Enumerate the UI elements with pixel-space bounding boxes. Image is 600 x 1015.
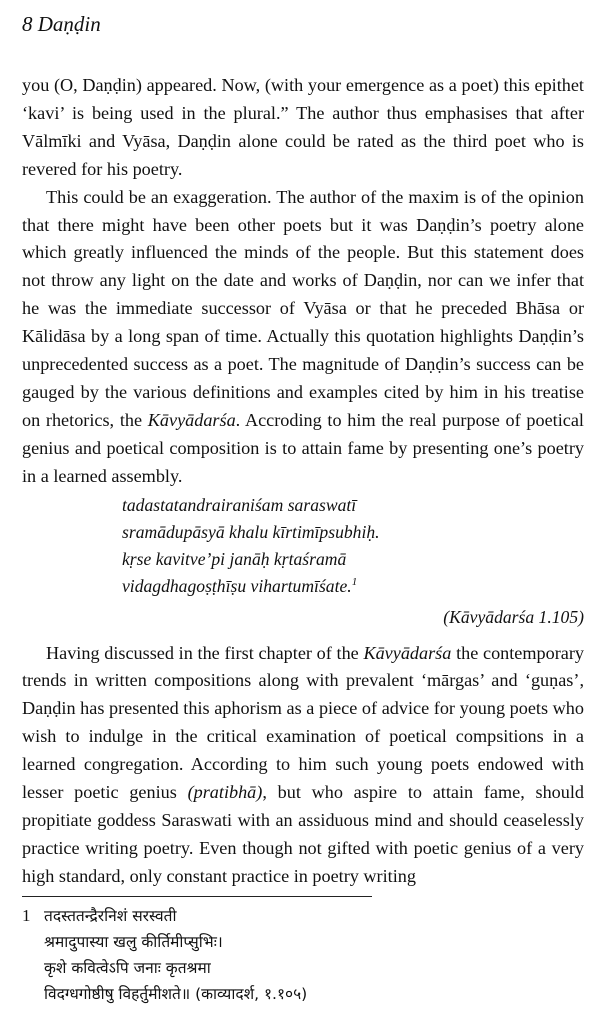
verse-quotation xyxy=(122,492,584,600)
footnote-line: श्रमादुपास्या खलु कीर्तिमीप्सुभिः। xyxy=(44,933,223,951)
verse-source: (Kāvyādarśa 1.105) xyxy=(443,606,584,627)
footnote-number: 1 xyxy=(22,906,31,925)
footnote-sanskrit-verse xyxy=(44,903,582,1007)
footnote-divider xyxy=(22,896,372,897)
paragraph-3 xyxy=(22,640,584,891)
term-pratibha: (pratibhā) xyxy=(187,782,263,803)
verse-line: kṛse kavitve’pi janāḥ kṛtaśramā xyxy=(122,548,347,569)
verse-line: tadastatandrairaniśam saraswatī xyxy=(122,494,357,515)
verse-line-text: vidagdhagoṣṭhīṣu vihartumīśate. xyxy=(122,575,352,596)
running-head: 8 Daṇḍin xyxy=(22,12,101,36)
footnote xyxy=(22,903,582,1007)
verse-line: sramādupāsyā khalu kīrtimīpsubhiḥ. xyxy=(122,521,380,542)
paragraph-3-text-mid: the contemporary trends in written compositions along with prevalent ‘mārgas’ and ‘guṇas’, Daṇḍin has presented this aphorism as a piece of advice for young poets who wish to indulge in the critical examination of poetical compsitions in a learned congregation. According to him such young poets endowed with lesser poetic genius xyxy=(22,642,584,803)
paragraph-2-text: This could be an exaggeration. The author of the maxim is of the opinion that there might have been other poets but it was Daṇḍin’s poetry alone which greatly influenced the minds of the people. But this statement does not throw any light on the date and works of Daṇḍin, nor can we infer that he was the immediate successor of Vyāsa or that he preceded Bhāsa or Kālidāsa by a long span of time. Actually this quotation highlights Daṇḍin’s unprecedented success as a poet. The magnitude of Daṇḍin’s success can be gauged by the various definitions and examples cited by him in his treatise on rhetorics, the xyxy=(22,186,584,430)
footnote-reference: 1 xyxy=(351,575,358,588)
footnote-line: कृशे कवित्वेऽपि जनाः कृतश्रमा xyxy=(44,959,211,977)
paragraph-2-text-end: . Accroding to him the real purpose of poetical genius and poetical composition is to attain fame by presenting one’s poetry in a learned assembly. xyxy=(22,409,584,486)
body-text xyxy=(22,72,584,891)
paragraph-3-text-end: , but who aspire to attain fame, should propitiate goddess Saraswati with an assiduous mind and should ceaselessly practice writing poetry. Even though not gifted with poetic genius of a very high standard, only constant practice in poetry writing xyxy=(22,782,584,886)
footnote-line: विदग्धगोष्ठीषु विहर्तुमीशते॥ (काव्यादर्श, १.१०५) xyxy=(44,985,308,1003)
work-title: Kāvyādarśa xyxy=(363,642,452,663)
paragraph-2 xyxy=(22,184,584,491)
work-title: Kāvyādarśa xyxy=(147,409,236,430)
paragraph-3-text: Having discussed in the first chapter of the xyxy=(46,642,364,663)
paragraph-1: you (O, Daṇḍin) appeared. Now, (with your emergence as a poet) this epithet ‘kavi’ is being used in the plural.” The author thus emphasises that after Vālmīki and Vyāsa, Daṇḍin alone could be rated as the third poet who is revered for his poetry. xyxy=(22,75,584,179)
footnote-line: तदस्ततन्द्रैरनिशं सरस्वती xyxy=(44,907,177,925)
verse-line xyxy=(122,573,584,600)
